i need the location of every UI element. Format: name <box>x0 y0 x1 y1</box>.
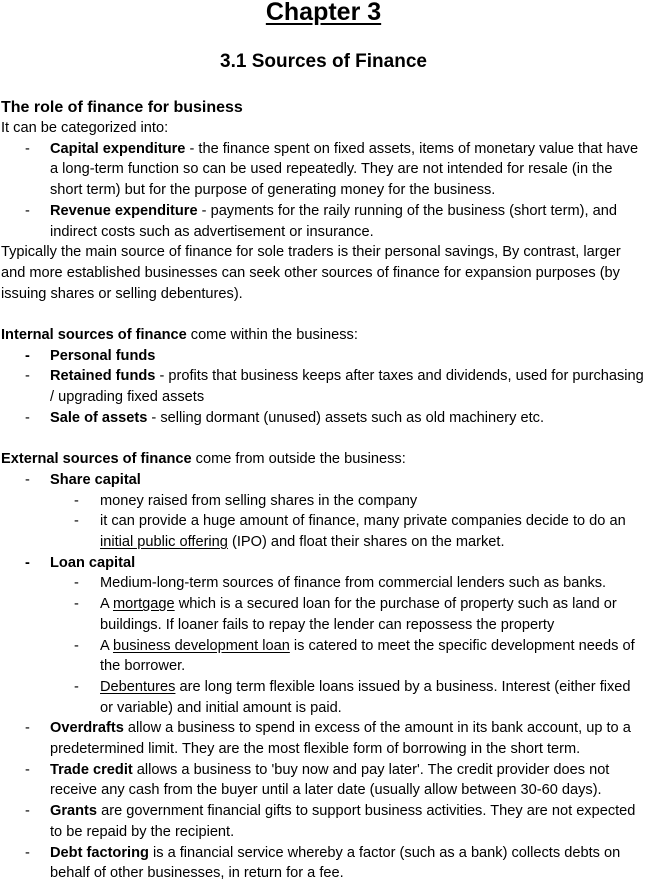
item-text: are government financial gifts to support business activities. They are not expected to be repaid by the recipient. <box>50 803 636 840</box>
external-heading-bold: External sources of finance <box>1 451 192 468</box>
term-debentures: Debentures <box>100 678 176 695</box>
bullet-dash: - <box>74 596 79 613</box>
term-mortgage: mortgage <box>112 596 175 613</box>
bullet-dash: - <box>25 140 30 157</box>
list-item <box>1 346 647 367</box>
bullet-dash: - <box>25 554 30 571</box>
term-grants: Grants <box>50 803 98 820</box>
term-debt-factoring: Debt factoring <box>50 844 149 861</box>
term-retained-funds: Retained funds <box>50 368 156 385</box>
internal-list <box>1 346 647 429</box>
item-text: it can provide a huge amount of finance, many private companies decide to do an <box>100 513 626 530</box>
bullet-dash: - <box>25 844 30 861</box>
item-text: - payments for the raily running of the business (short term), and indirect costs such as advertisement or insurance. <box>50 202 617 240</box>
internal-heading-rest: come within the business: <box>186 327 358 344</box>
list-item <box>1 760 647 801</box>
item-text: is a financial service whereby a factor (such as a bank) collects debts on behalf of other businesses, in return for a fee. <box>50 844 621 882</box>
external-heading-rest: come from outside the business: <box>191 451 406 468</box>
term-personal-funds: Personal funds <box>50 347 156 364</box>
list-item <box>1 201 647 242</box>
sub-list-item <box>1 511 647 552</box>
loan-capital-sublist <box>50 573 647 718</box>
term-business-development-loan: business development loan <box>112 637 290 654</box>
term-revenue-expenditure: Revenue expenditure <box>50 202 198 219</box>
item-text: allows a business to 'buy now and pay later'. The credit provider does not receive any cash from the buyer until a later date (usually allow between 30-60 days). <box>50 761 610 799</box>
list-item <box>1 843 647 884</box>
external-heading <box>1 449 647 470</box>
term-ipo: initial public offering <box>100 534 228 551</box>
item-text: (IPO) and float their shares on the market. <box>227 534 505 551</box>
item-text: - profits that business keeps after taxes and dividends, used for purchasing / upgrading fixed assets <box>50 368 644 406</box>
list-item <box>1 801 647 842</box>
bullet-dash: - <box>74 492 79 509</box>
bullet-dash: - <box>25 720 30 737</box>
internal-heading <box>1 325 647 346</box>
item-text: A <box>100 596 113 613</box>
role-paragraph: Typically the main source of finance for sole traders is their personal savings, By contrast, larger and more established businesses can seek other sources of finance for expansion purposes (by issuing shares or selling debentures). <box>1 244 621 302</box>
role-heading: The role of finance for business <box>1 99 243 116</box>
list-item <box>1 366 647 407</box>
term-capital-expenditure: Capital expenditure <box>50 140 186 157</box>
sub-list-item <box>1 491 647 512</box>
bullet-dash: - <box>25 347 30 364</box>
sub-list-item <box>1 594 647 635</box>
item-text: Medium-long-term sources of finance from commercial lenders such as banks. <box>100 575 607 592</box>
share-capital-sublist <box>50 491 647 553</box>
bullet-dash: - <box>25 471 30 488</box>
term-loan-capital: Loan capital <box>50 554 136 571</box>
item-text: - selling dormant (unused) assets such as old machinery etc. <box>147 409 545 426</box>
sub-list-item <box>1 677 647 718</box>
bullet-dash: - <box>25 202 30 219</box>
bullet-dash: - <box>25 761 30 778</box>
item-text: - the finance spent on fixed assets, items of monetary value that have a long-term function so can be used repeatedly. They are not intended for resale (in the short term) but for the purpose of generating money for the business. <box>50 140 639 199</box>
bullet-dash: - <box>25 409 30 426</box>
item-text: which is a secured loan for the purchase of property such as land or buildings. If loaner fails to repay the lender can repossess the property <box>100 596 617 633</box>
bullet-dash: - <box>74 678 79 695</box>
internal-heading-bold: Internal sources of finance <box>1 327 187 344</box>
chapter-title: Chapter 3 <box>265 0 382 26</box>
bullet-dash: - <box>74 575 79 592</box>
list-item <box>1 408 647 429</box>
item-text: money raised from selling shares in the company <box>100 492 418 509</box>
role-list <box>1 139 647 243</box>
item-text: is catered to meet the specific development needs of the borrower. <box>100 637 635 675</box>
term-share-capital: Share capital <box>50 471 141 488</box>
item-text: A <box>100 637 113 654</box>
spacer <box>1 429 647 450</box>
list-item <box>1 139 647 201</box>
external-list <box>1 470 647 884</box>
bullet-dash: - <box>25 368 30 385</box>
section-title: 3.1 Sources of Finance <box>220 51 427 72</box>
item-text: are long term flexible loans issued by a business. Interest (either fixed or variable) and initial amount is paid. <box>100 678 631 716</box>
role-intro: It can be categorized into: <box>1 120 169 136</box>
document-body <box>1 98 647 884</box>
bullet-dash: - <box>74 513 79 530</box>
bullet-dash: - <box>25 803 30 820</box>
item-text: allow a business to spend in excess of the amount in its bank account, up to a predetermined limit. They are the most flexible form of borrowing in the short term. <box>50 720 631 758</box>
list-item <box>1 718 647 759</box>
list-item <box>1 470 647 553</box>
bullet-dash: - <box>74 637 79 654</box>
term-sale-of-assets: Sale of assets <box>50 409 148 426</box>
list-item <box>1 553 647 719</box>
term-trade-credit: Trade credit <box>50 761 133 778</box>
term-overdrafts: Overdrafts <box>50 720 124 737</box>
sub-list-item <box>1 573 647 594</box>
sub-list-item <box>1 636 647 677</box>
spacer <box>1 304 647 325</box>
